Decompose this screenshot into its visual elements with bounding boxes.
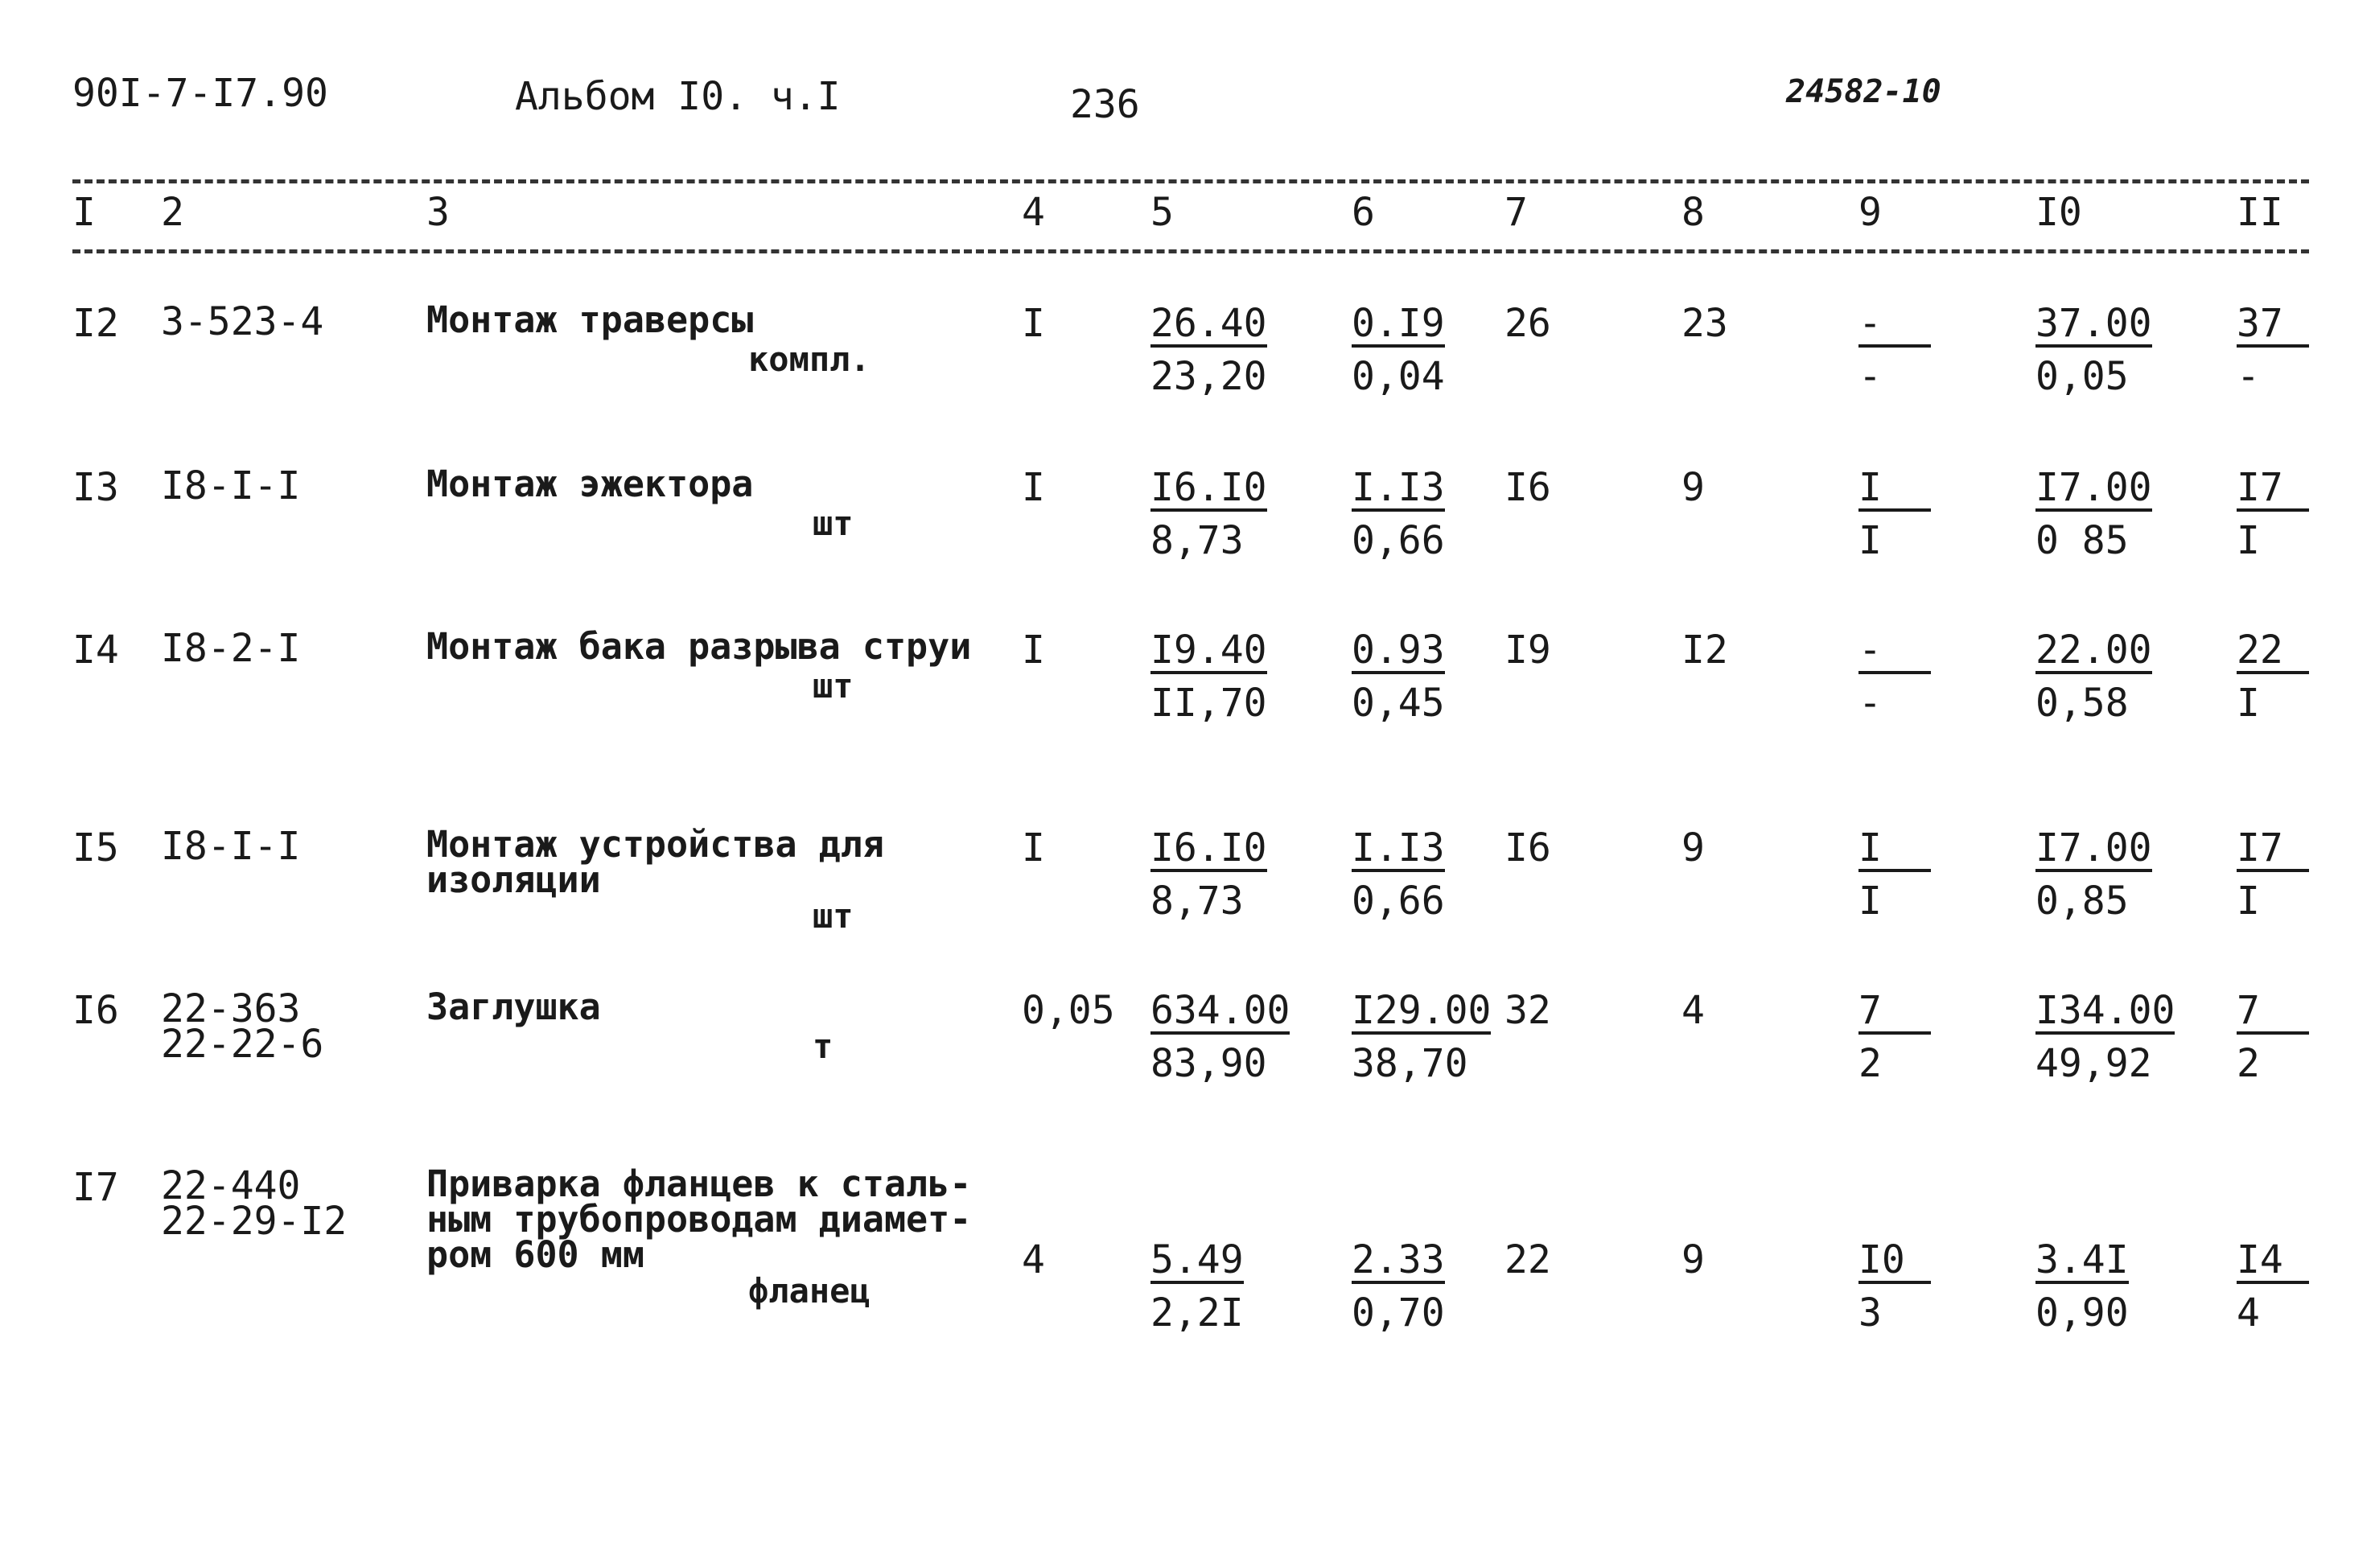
col10-value: [2035, 988, 2175, 1086]
col11-value: [2237, 465, 2309, 563]
col6-value: [1352, 825, 1445, 924]
row-number: I3: [72, 465, 119, 510]
work-description: Монтаж эжектора: [426, 463, 754, 505]
col10-value-denominator: 0,90: [2035, 1290, 2129, 1335]
column-header-11: II: [2237, 190, 2283, 235]
col5-value-numerator: I6.I0: [1150, 465, 1267, 510]
col5-value: [1150, 1237, 1244, 1335]
col5-value-numerator: 26.40: [1150, 301, 1267, 346]
col6-value-numerator: 2.33: [1352, 1237, 1445, 1282]
col11-value-denominator: I: [2237, 681, 2260, 726]
col9-value: [1858, 1237, 1931, 1335]
col9-value-numerator: I: [1858, 829, 1931, 872]
col10-value: [2035, 825, 2152, 924]
col8-value: 9: [1681, 1237, 1705, 1282]
col11-value-numerator: I7: [2237, 468, 2309, 512]
col8-value: 23: [1681, 301, 1728, 346]
unit-of-measure: шт: [813, 666, 854, 706]
col5-value: [1150, 301, 1267, 399]
col10-value-numerator: I34.00: [2035, 988, 2175, 1033]
column-header-6: 6: [1352, 190, 1375, 235]
norm-code: 22-363 22-22-6: [161, 986, 324, 1067]
col5-value-denominator: II,70: [1150, 681, 1267, 726]
col11-value-numerator: I7: [2237, 829, 2309, 872]
col10-value-numerator: 37.00: [2035, 301, 2152, 346]
unit-of-measure: шт: [813, 896, 854, 936]
col9-value-denominator: I: [1858, 879, 1882, 924]
col11-value: [2237, 825, 2309, 924]
norm-code: 3-523-4: [161, 299, 324, 344]
column-header-10: I0: [2035, 190, 2082, 235]
column-header-8: 8: [1681, 190, 1705, 235]
album-label: Альбом I0. ч.I: [515, 74, 841, 119]
page-number: 236: [1070, 82, 1140, 127]
col6-value: [1352, 1237, 1445, 1335]
col9-value-denominator: 2: [1858, 1041, 1882, 1086]
col9-value-numerator: -: [1858, 304, 1931, 348]
col9-value: [1858, 465, 1931, 563]
column-header-7: 7: [1504, 190, 1528, 235]
col6-value-denominator: 38,70: [1352, 1041, 1468, 1086]
column-header-4: 4: [1022, 190, 1045, 235]
col5-value-denominator: 2,2I: [1150, 1290, 1244, 1335]
col10-value-denominator: 0,05: [2035, 354, 2129, 399]
quantity: I: [1022, 628, 1045, 673]
col7-value: I6: [1504, 825, 1551, 870]
col8-value: 9: [1681, 465, 1705, 510]
col8-value: 4: [1681, 988, 1705, 1033]
col10-value-denominator: 0,85: [2035, 879, 2129, 924]
unit-of-measure: компл.: [748, 340, 871, 379]
row-number: I2: [72, 301, 119, 346]
row-number: I7: [72, 1165, 119, 1210]
col5-value-denominator: 83,90: [1150, 1041, 1267, 1086]
unit-of-measure: шт: [813, 504, 854, 543]
column-header-5: 5: [1150, 190, 1174, 235]
col6-value: [1352, 988, 1492, 1086]
col11-value-denominator: 4: [2237, 1290, 2260, 1335]
col6-value: [1352, 465, 1445, 563]
col9-value: [1858, 628, 1931, 726]
col9-value-denominator: -: [1858, 681, 1882, 726]
col10-value: [2035, 1237, 2129, 1335]
col7-value: I6: [1504, 465, 1551, 510]
unit-of-measure: фланец: [748, 1271, 871, 1311]
col6-value-denominator: 0,66: [1352, 518, 1445, 563]
col10-value-numerator: 3.4I: [2035, 1237, 2129, 1282]
col7-value: I9: [1504, 628, 1551, 673]
col11-value: [2237, 301, 2309, 399]
col5-value-numerator: 5.49: [1150, 1237, 1244, 1282]
quantity: I: [1022, 465, 1045, 510]
col10-value-numerator: 22.00: [2035, 628, 2152, 673]
col5-value: [1150, 465, 1267, 563]
col11-value-denominator: I: [2237, 518, 2260, 563]
col8-value: I2: [1681, 628, 1728, 673]
column-header-2: 2: [161, 190, 184, 235]
column-header-1: I: [72, 190, 96, 235]
col6-value-denominator: 0,66: [1352, 879, 1445, 924]
col11-value-numerator: 7: [2237, 991, 2309, 1035]
col5-value-denominator: 8,73: [1150, 879, 1244, 924]
col8-value: 9: [1681, 825, 1705, 870]
col10-value-denominator: 49,92: [2035, 1041, 2152, 1086]
col6-value-numerator: 0.I9: [1352, 301, 1445, 346]
col9-value-denominator: I: [1858, 518, 1882, 563]
quantity: I: [1022, 301, 1045, 346]
col9-value-numerator: I: [1858, 468, 1931, 512]
col10-value-denominator: 0,58: [2035, 681, 2129, 726]
norm-code: I8-I-I: [161, 824, 301, 869]
col11-value: [2237, 628, 2309, 726]
col9-value: [1858, 988, 1931, 1086]
quantity: 4: [1022, 1237, 1045, 1282]
col6-value: [1352, 628, 1445, 726]
col9-value: [1858, 825, 1931, 924]
col10-value-numerator: I7.00: [2035, 465, 2152, 510]
col7-value: 22: [1504, 1237, 1551, 1282]
inventory-number: 24582-10: [1786, 73, 1941, 110]
col6-value: [1352, 301, 1445, 399]
row-number: I4: [72, 628, 119, 673]
col6-value-denominator: 0,04: [1352, 354, 1445, 399]
col5-value-denominator: 8,73: [1150, 518, 1244, 563]
col5-value: [1150, 988, 1290, 1086]
col6-value-denominator: 0,45: [1352, 681, 1445, 726]
document-code: 90I-7-I7.90: [72, 71, 328, 116]
col6-value-numerator: I.I3: [1352, 825, 1445, 870]
col6-value-numerator: I.I3: [1352, 465, 1445, 510]
col5-value-numerator: 634.00: [1150, 988, 1290, 1033]
col10-value-numerator: I7.00: [2035, 825, 2152, 870]
work-description: Приварка фланцев к сталь- ным трубопроводам диамет- ром 600 мм: [426, 1163, 972, 1276]
col6-value-numerator: I29.00: [1352, 988, 1492, 1033]
header-bottom-divider: [72, 249, 2309, 253]
col5-value-numerator: I9.40: [1150, 628, 1267, 673]
col11-value: [2237, 988, 2309, 1086]
col6-value-numerator: 0.93: [1352, 628, 1445, 673]
quantity: I: [1022, 825, 1045, 870]
col9-value-denominator: 3: [1858, 1290, 1882, 1335]
quantity: 0,05: [1022, 988, 1115, 1033]
norm-code: I8-I-I: [161, 463, 301, 508]
col11-value-denominator: 2: [2237, 1041, 2260, 1086]
col9-value-numerator: 7: [1858, 991, 1931, 1035]
work-description: Заглушка: [426, 986, 601, 1028]
col9-value-numerator: I0: [1858, 1241, 1931, 1284]
col7-value: 26: [1504, 301, 1551, 346]
col10-value: [2035, 628, 2152, 726]
col5-value-numerator: I6.I0: [1150, 825, 1267, 870]
column-header-9: 9: [1858, 190, 1882, 235]
row-number: I6: [72, 988, 119, 1033]
col10-value: [2035, 465, 2152, 563]
header-top-divider: [72, 179, 2309, 183]
col11-value-numerator: 22: [2237, 631, 2309, 674]
work-description: Монтаж траверсы: [426, 298, 754, 341]
col9-value-denominator: -: [1858, 354, 1882, 399]
row-number: I5: [72, 825, 119, 870]
col5-value: [1150, 628, 1267, 726]
col11-value-numerator: I4: [2237, 1241, 2309, 1284]
col5-value: [1150, 825, 1267, 924]
unit-of-measure: т: [813, 1027, 834, 1066]
col9-value: [1858, 301, 1931, 399]
col6-value-denominator: 0,70: [1352, 1290, 1445, 1335]
col11-value-denominator: I: [2237, 879, 2260, 924]
col10-value-denominator: 0 85: [2035, 518, 2129, 563]
col10-value: [2035, 301, 2152, 399]
col11-value: [2237, 1237, 2309, 1335]
col11-value-denominator: -: [2237, 354, 2260, 399]
work-description: Монтаж бака разрыва струи: [426, 625, 972, 668]
col5-value-denominator: 23,20: [1150, 354, 1267, 399]
col7-value: 32: [1504, 988, 1551, 1033]
norm-code: I8-2-I: [161, 626, 301, 671]
work-description: Монтаж устройства для изоляции: [426, 823, 884, 901]
column-header-3: 3: [426, 190, 450, 235]
col11-value-numerator: 37: [2237, 304, 2309, 348]
col9-value-numerator: -: [1858, 631, 1931, 674]
norm-code: 22-440 22-29-I2: [161, 1163, 348, 1244]
